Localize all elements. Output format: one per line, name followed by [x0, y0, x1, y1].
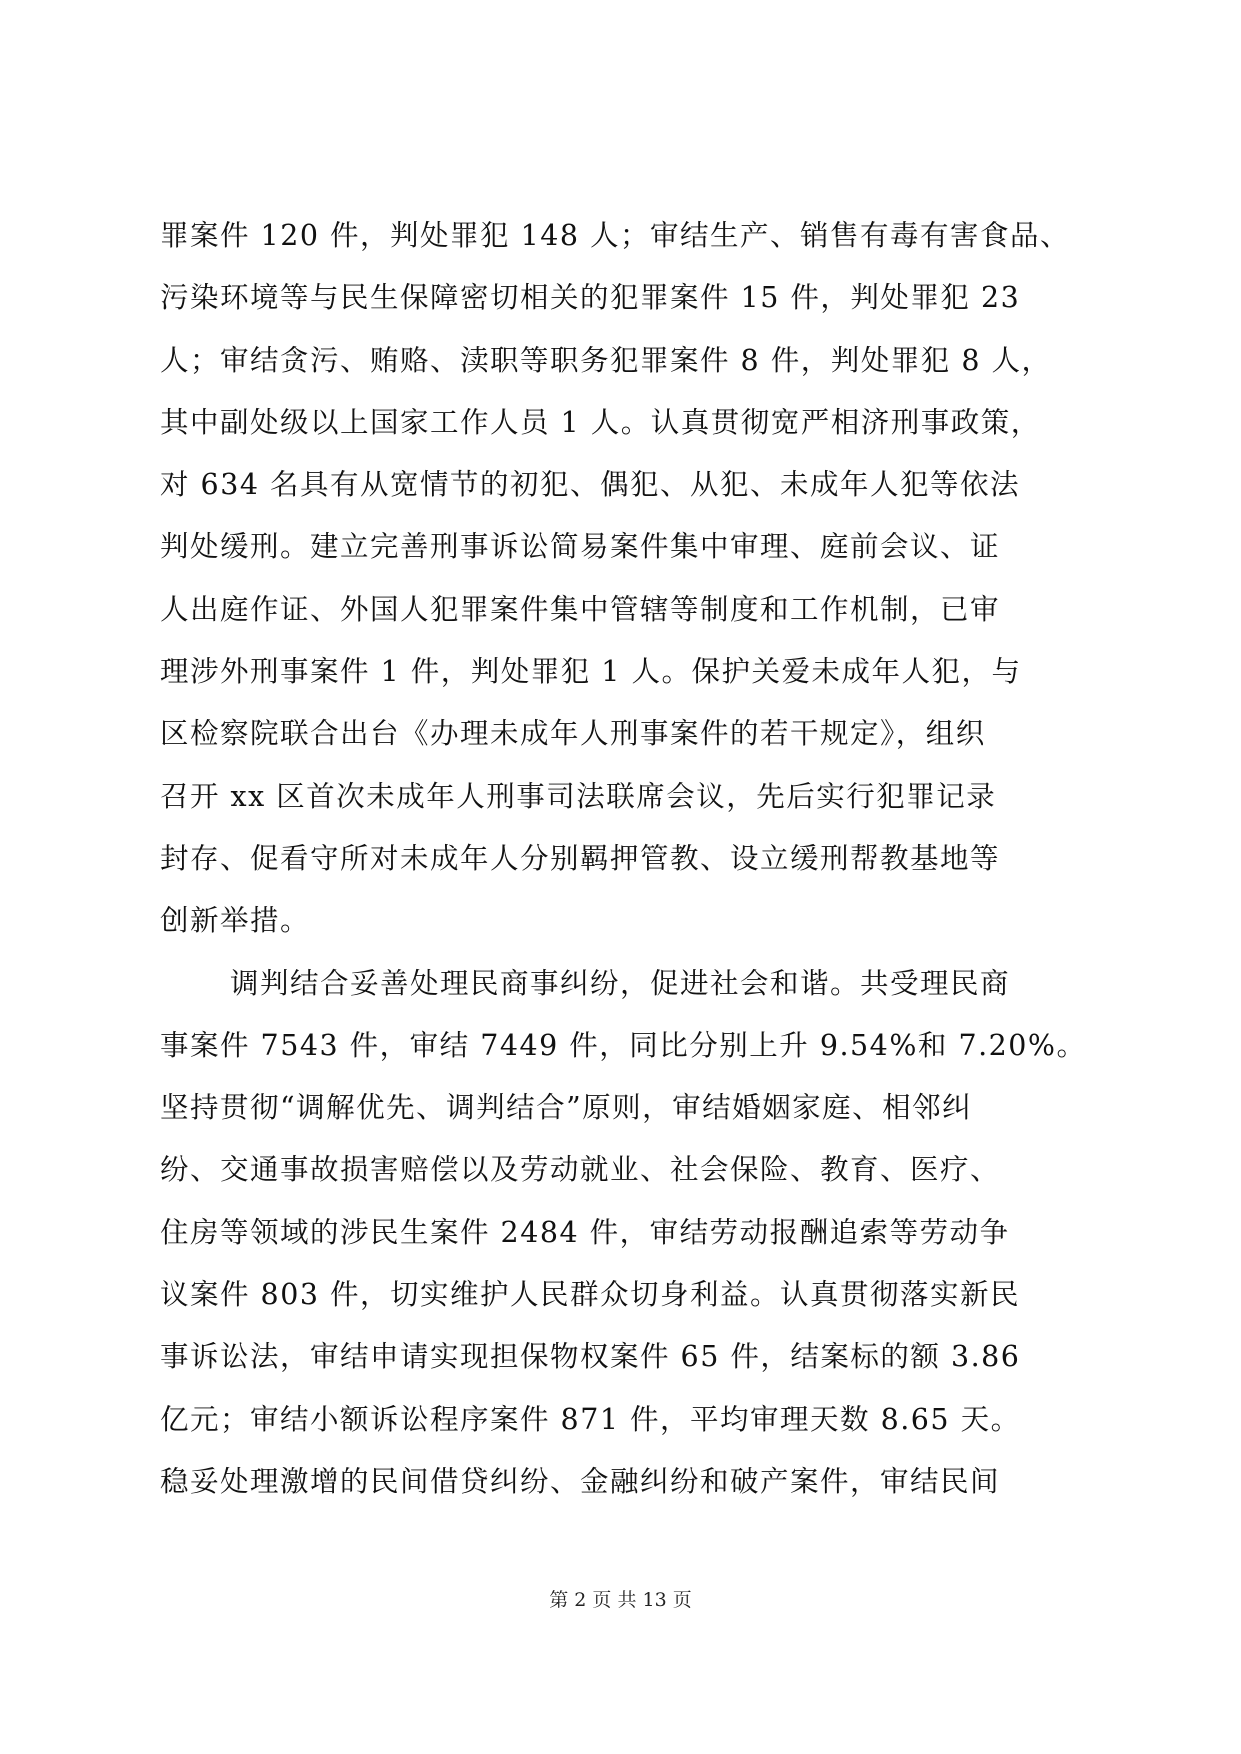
text-line: 议案件 803 件，切实维护人民群众切身利益。认真贯彻落实新民: [160, 1278, 1021, 1312]
text-line: 住房等领域的涉民生案件 2484 件，审结劳动报酬追索等劳动争: [160, 1215, 1010, 1249]
text-line: 事案件 7543 件，审结 7449 件，同比分别上升 9.54%和 7.20%。: [160, 1028, 1087, 1062]
text-line: 人；审结贪污、贿赂、渎职等职务犯罪案件 8 件，判处罪犯 8 人，: [160, 343, 1052, 377]
body-text: [160, 205, 1120, 1513]
text-line: 判处缓刑。建立完善刑事诉讼简易案件集中审理、庭前会议、证: [160, 530, 1001, 564]
text-line: 坚持贯彻“调解优先、调判结合”原则，审结婚姻家庭、相邻纠: [160, 1091, 973, 1125]
text-line: 污染环境等与民生保障密切相关的犯罪案件 15 件，判处罪犯 23: [160, 281, 1021, 315]
text-line: 纷、交通事故损害赔偿以及劳动就业、社会保险、教育、医疗、: [160, 1153, 1001, 1187]
text-line: 对 634 名具有从宽情节的初犯、偶犯、从犯、未成年人犯等依法: [160, 468, 1021, 502]
text-line: 区检察院联合出台《办理未成年人刑事案件的若干规定》，组织: [160, 717, 986, 751]
text-line: 稳妥处理激增的民间借贷纠纷、金融纠纷和破产案件，审结民间: [160, 1464, 1001, 1498]
text-line: 理涉外刑事案件 1 件，判处罪犯 1 人。保护关爱未成年人犯，与: [160, 655, 1022, 689]
text-line: 人出庭作证、外国人犯罪案件集中管辖等制度和工作机制，已审: [160, 592, 1001, 626]
text-line: 其中副处级以上国家工作人员 1 人。认真贯彻宽严相济刑事政策，: [160, 405, 1041, 439]
page-footer: 第 2 页 共 13 页: [549, 1589, 692, 1611]
text-line: 调判结合妥善处理民商事纠纷，促进社会和谐。共受理民商: [230, 966, 1011, 1000]
text-line: 召开 xx 区首次未成年人刑事司法联席会议，先后实行犯罪记录: [160, 779, 997, 813]
text-line: 罪案件 120 件，判处罪犯 148 人；审结生产、销售有毒有害食品、: [160, 219, 1071, 252]
text-line: 封存、促看守所对未成年人分别羁押管教、设立缓刑帮教基地等: [160, 841, 1001, 875]
text-line: 事诉讼法，审结申请实现担保物权案件 65 件，结案标的额 3.86: [160, 1340, 1021, 1374]
text-line: 创新举措。: [160, 904, 311, 938]
text-line: 亿元；审结小额诉讼程序案件 871 件，平均审理天数 8.65 天。: [160, 1402, 1021, 1436]
